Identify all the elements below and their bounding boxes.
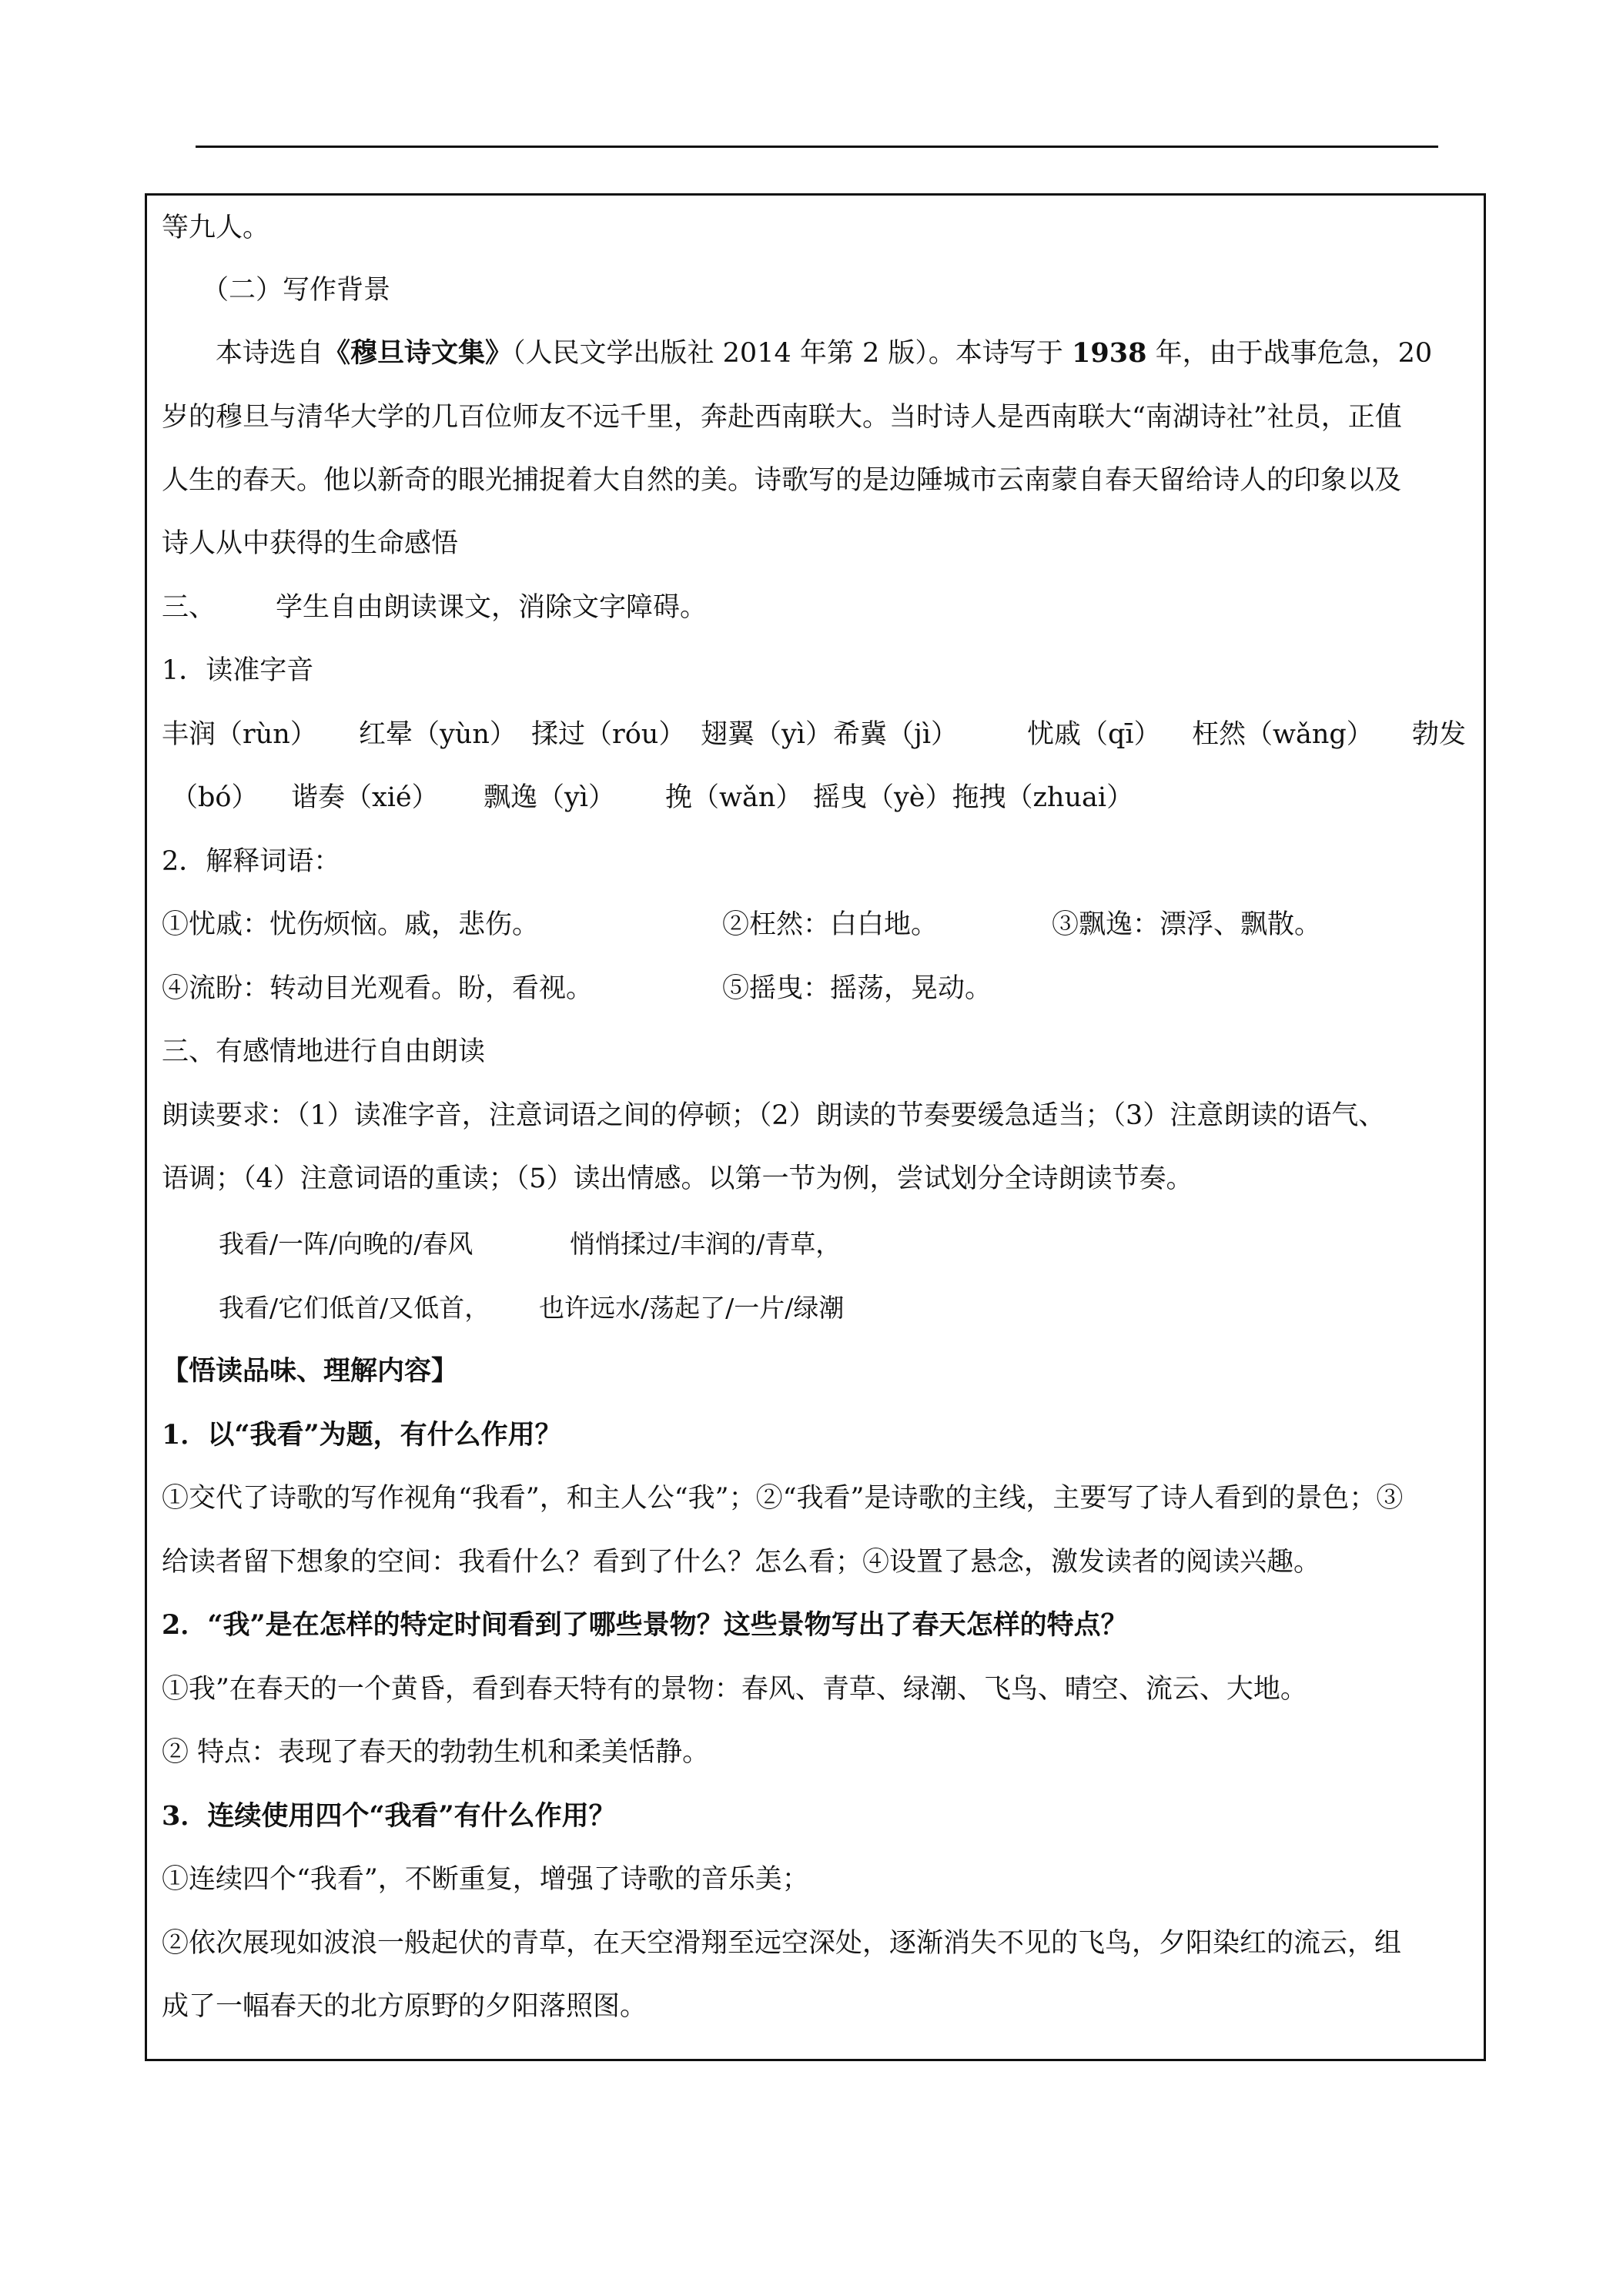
vocab-row-1 bbox=[0, 908, 1623, 942]
requirements-line-1: 朗读要求：（1）读准字音，注意词语之间的停顿；（2）朗读的节奏要缓急适当；（3）注意朗读的语气、 bbox=[162, 1100, 1386, 1131]
poem-phrase: 我看/它们低首/又低首， bbox=[219, 1293, 490, 1323]
requirements-line-2: 语调；（4）注意词语的重读；（5）读出情感。以第一节为例，尝试划分全诗朗读节奏。 bbox=[162, 1163, 1193, 1194]
pinyin-item: 揉过（róu） bbox=[531, 719, 686, 750]
vocab-row-2 bbox=[0, 972, 1623, 1006]
vocab-item: ⑤摇曳：摇荡，晃动。 bbox=[722, 973, 992, 1004]
emotional-reading-heading: 三、有感情地进行自由朗读 bbox=[162, 1036, 486, 1067]
pinyin-item: 翅翼（yì） bbox=[701, 719, 832, 750]
background-para-line-2: 岁的穆旦与清华大学的几百位师友不远千里，奔赴西南联大。当时诗人是西南联大“南湖诗社”社员，正值 bbox=[162, 402, 1402, 433]
pinyin-item: 飘逸（yì） bbox=[484, 782, 615, 813]
answer-3-line-3: 成了一幅春天的北方原野的夕阳落照图。 bbox=[162, 1991, 648, 2022]
vocab-item: ④流盼：转动目光观看。盼，看视。 bbox=[162, 973, 594, 1004]
header-rule bbox=[196, 146, 1438, 148]
pronunciation-heading: 1．读准字音 bbox=[162, 655, 314, 686]
answer-1-line-2: 给读者留下想象的空间：我看什么？看到了什么？怎么看；④设置了悬念，激发读者的阅读兴趣。 bbox=[162, 1547, 1321, 1578]
pinyin-item: （bó） bbox=[171, 782, 259, 813]
answer-3-line-2: ②依次展现如波浪一般起伏的青草，在天空滑翔至远空深处，逐渐消失不见的飞鸟，夕阳染红的流云，组 bbox=[162, 1928, 1402, 1959]
pronunciation-row-1 bbox=[0, 718, 1623, 751]
poem-line-1 bbox=[0, 1227, 1623, 1261]
answer-3-line-1: ①连续四个“我看”，不断重复，增强了诗歌的音乐美； bbox=[162, 1864, 809, 1895]
pinyin-item: 勃发 bbox=[1412, 719, 1467, 750]
pinyin-item: 红晕（yùn） bbox=[359, 719, 517, 750]
background-para-line-1 bbox=[216, 336, 1432, 370]
text-fragment: 年，由于战事危急，20 bbox=[1146, 338, 1433, 369]
section-three-text: 学生自由朗读课文，消除文字障碍。 bbox=[276, 592, 708, 623]
year: 1938 bbox=[1072, 337, 1147, 369]
pinyin-item: 枉然（wǎng） bbox=[1192, 719, 1374, 750]
poem-phrase: 也许远水/荡起了/一片/绿潮 bbox=[539, 1293, 845, 1323]
answer-2-line-1: ①我”在春天的一个黄昏，看到春天特有的景物：春风、青草、绿潮、飞鸟、晴空、流云、大地。 bbox=[162, 1674, 1307, 1705]
poem-phrase: 悄悄揉过/丰润的/青草， bbox=[570, 1229, 842, 1259]
text-fragment: 本诗选自 bbox=[216, 338, 324, 369]
background-para-line-3: 人生的春天。他以新奇的眼光捕捉着大自然的美。诗歌写的是边陲城市云南蒙自春天留给诗人的印象以及 bbox=[162, 465, 1402, 496]
question-3: 3．连续使用四个“我看”有什么作用？ bbox=[162, 1800, 616, 1832]
vocab-item: ②枉然：白白地。 bbox=[722, 909, 939, 940]
background-para-line-4: 诗人从中获得的生命感悟 bbox=[162, 528, 459, 559]
book-title: 《穆旦诗文集》 bbox=[323, 337, 513, 369]
analysis-heading: 【悟读品味、理解内容】 bbox=[162, 1355, 459, 1387]
question-2: 2．“我”是在怎样的特定时间看到了哪些景物？这些景物写出了春天怎样的特点？ bbox=[162, 1609, 1128, 1641]
carry-line: 等九人。 bbox=[162, 213, 270, 243]
pronunciation-row-2 bbox=[0, 781, 1623, 815]
pinyin-item: 忧戚（qī） bbox=[1027, 719, 1161, 750]
poem-phrase: 我看/一阵/向晚的/春风 bbox=[219, 1229, 474, 1259]
answer-1-line-1: ①交代了诗歌的写作视角“我看”，和主人公“我”；②“我看”是诗歌的主线，主要写了诗人看到的景色；③ bbox=[162, 1483, 1404, 1514]
pinyin-item: 希冀（jì） bbox=[833, 719, 959, 750]
vocab-item: ①忧戚：忧伤烦恼。戚，悲伤。 bbox=[162, 909, 540, 940]
question-1: 1．以“我看”为题，有什么作用？ bbox=[162, 1419, 562, 1451]
pinyin-item: 摇曳（yè）拖拽（zhuai） bbox=[813, 782, 1134, 813]
pinyin-item: 挽（wǎn） bbox=[665, 782, 803, 813]
section-three-number: 三、 bbox=[162, 592, 216, 623]
pinyin-item: 丰润（rùn） bbox=[162, 719, 317, 750]
vocab-heading: 2．解释词语： bbox=[162, 846, 341, 877]
text-fragment: （人民文学出版社 2014 年第 2 版）。本诗写于 bbox=[512, 338, 1073, 369]
background-heading: （二）写作背景 bbox=[202, 275, 391, 306]
answer-2-line-2: ② 特点：表现了春天的勃勃生机和柔美恬静。 bbox=[162, 1737, 710, 1768]
pinyin-item: 谐奏（xié） bbox=[291, 782, 439, 813]
vocab-item: ③飘逸：漂浮、飘散。 bbox=[1052, 909, 1322, 940]
poem-line-2 bbox=[0, 1291, 1623, 1325]
